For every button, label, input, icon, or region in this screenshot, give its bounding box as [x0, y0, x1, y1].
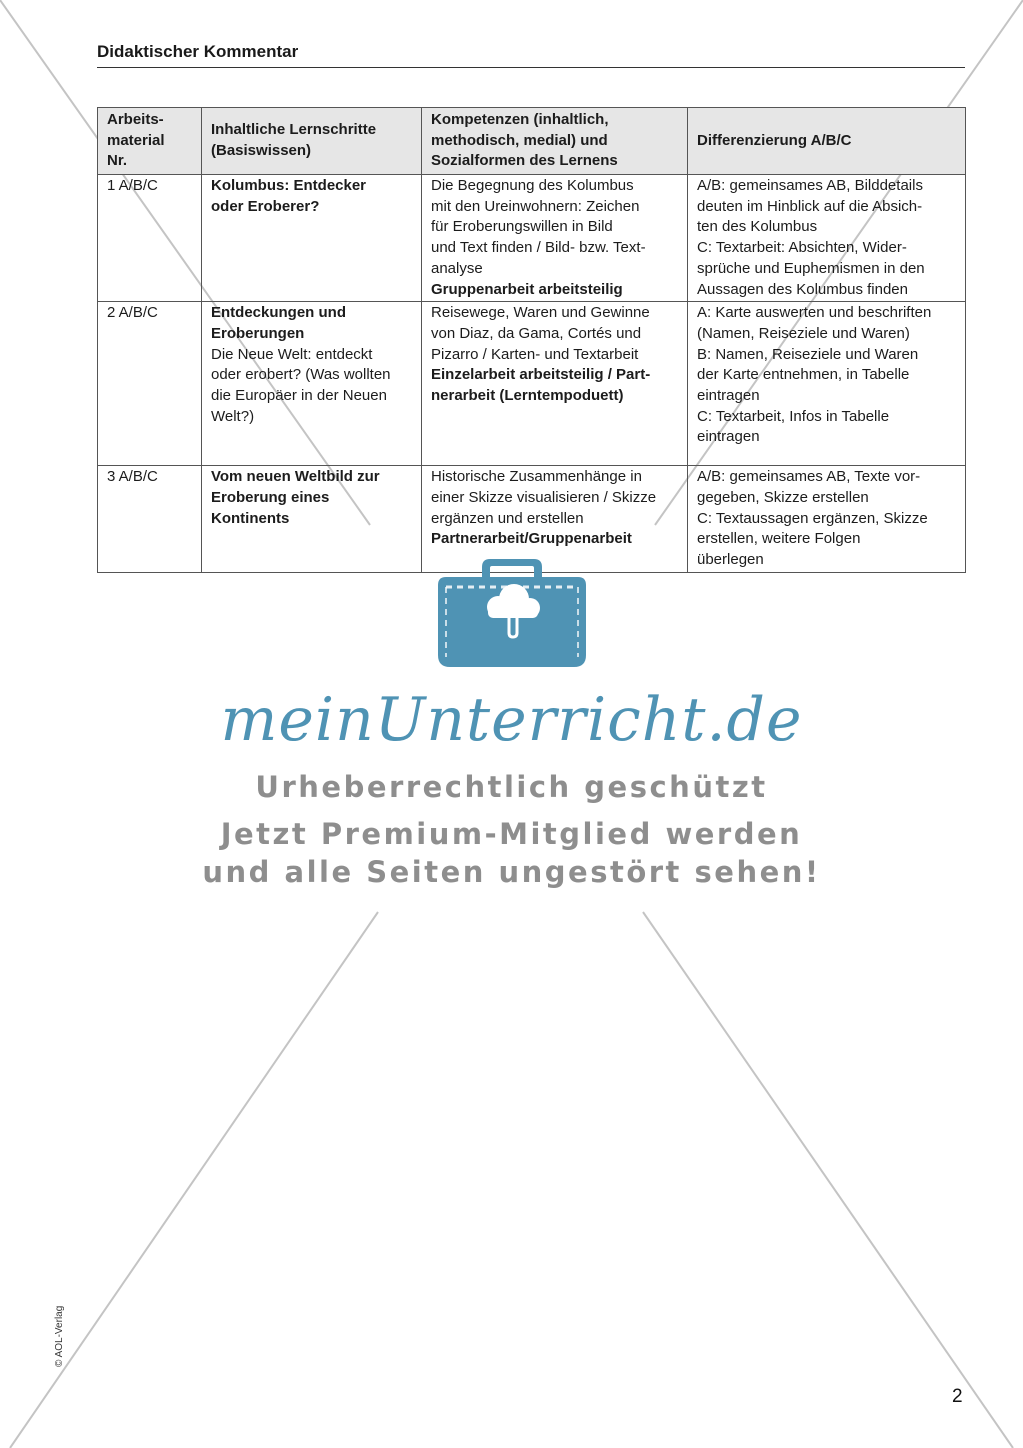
- briefcase-cloud-icon: [436, 555, 588, 675]
- cell-kompetenzen: Historische Zusammenhänge in einer Skizze visualisieren / Skizze ergänzen und erstellen Partnerarbeit/Gruppenarbeit: [422, 466, 688, 573]
- cell-nr: 2 A/B/C: [98, 302, 202, 466]
- header-nr: Arbeits- material Nr.: [98, 108, 202, 175]
- cell-nr: 3 A/B/C: [98, 466, 202, 573]
- table-header-row: [98, 108, 966, 175]
- cell-differenzierung: A/B: gemeinsames AB, Texte vor- gegeben, Skizze erstellen C: Textaussagen ergänzen, Skizze erstellen, weitere Folgen überlegen: [688, 466, 966, 573]
- table-row: [98, 302, 966, 466]
- page-title: Didaktischer Kommentar: [97, 42, 299, 61]
- cell-nr: 1 A/B/C: [98, 175, 202, 302]
- cell-kompetenzen: Die Begegnung des Kolumbus mit den Ureinwohnern: Zeichen für Eroberungswillen in Bild und Text finden / Bild- bzw. Text- analyse Gruppenarbeit arbeitsteilig: [422, 175, 688, 302]
- watermark-premium-line2: und alle Seiten ungestört sehen!: [202, 855, 821, 889]
- cell-lernschritte: Vom neuen Weltbild zur Eroberung eines Kontinents: [202, 466, 422, 573]
- brand-logo-text: meinUnterricht.de: [220, 685, 803, 755]
- header-differenzierung: Differenzierung A/B/C: [688, 108, 966, 175]
- watermark-copyright-notice: Urheberrechtlich geschützt: [255, 770, 768, 804]
- publisher-copyright: © AOL-Verlag: [54, 1305, 65, 1367]
- cell-differenzierung: A/B: gemeinsames AB, Bilddetails deuten im Hinblick auf die Absich- ten des Kolumbus C: Textarbeit: Absichten, Wider- sprüche und Euphemismen in den Aussagen des Kolumbus finden: [688, 175, 966, 302]
- header-lernschritte: Inhaltliche Lernschritte (Basiswissen): [202, 108, 422, 175]
- page-number: 2: [952, 1386, 963, 1407]
- lesson-table: [97, 107, 966, 573]
- cell-differenzierung: A: Karte auswerten und beschriften (Namen, Reiseziele und Waren) B: Namen, Reiseziele und Waren der Karte entnehmen, in Tabelle eintragen C: Textarbeit, Infos in Tabelle eintragen: [688, 302, 966, 466]
- header-kompetenzen: Kompetenzen (inhaltlich, methodisch, medial) und Sozialformen des Lernens: [422, 108, 688, 175]
- watermark-premium-line1: Jetzt Premium-Mitglied werden: [220, 817, 803, 851]
- table-row: [98, 175, 966, 302]
- header-divider: [97, 67, 965, 68]
- cell-lernschritte: Kolumbus: Entdecker oder Eroberer?: [202, 175, 422, 302]
- cell-kompetenzen: Reisewege, Waren und Gewinne von Diaz, da Gama, Cortés und Pizarro / Karten- und Textarbeit Einzelarbeit arbeitsteilig / Part- nerarbeit (Lerntempoduett): [422, 302, 688, 466]
- cell-lernschritte: Entdeckungen und Eroberungen Die Neue Welt: entdeckt oder erobert? (Was wollten die Europäer in der Neuen Welt?): [202, 302, 422, 466]
